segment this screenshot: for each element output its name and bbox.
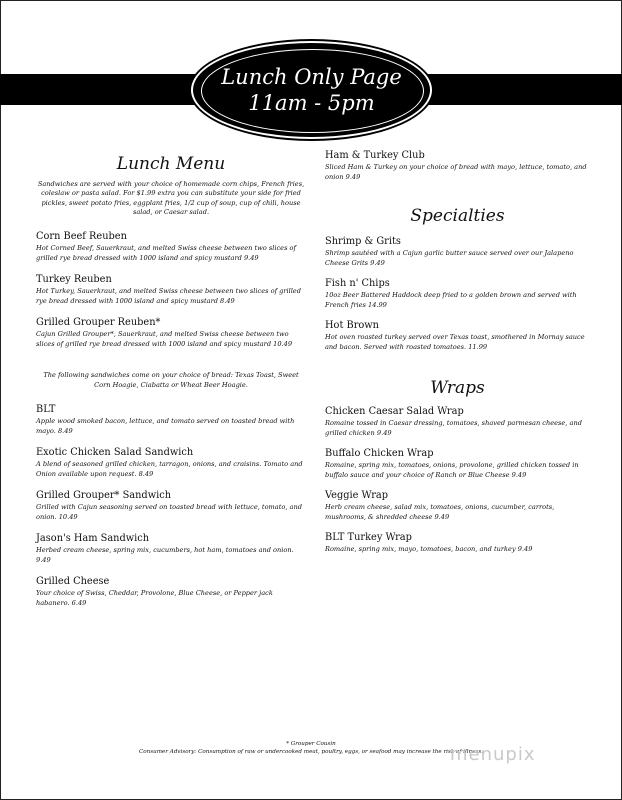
item-desc: Romaine, spring mix, tomatoes, onions, provolone, grilled chicken tossed in buffalo sauce and your choice of Ranch or Blue Cheese 9.49 [325,461,579,479]
left-column [36,154,306,608]
item-name: Grilled Cheese [36,576,110,588]
item-desc: Herbed cream cheese, spring mix, cucumbers, hot ham, tomatoes and onion. 9.49 [36,546,294,564]
watermark-logo: menupix [450,744,536,765]
item-desc: Romaine, spring mix, mayo, tomatoes, bacon, and turkey 9.49 [325,545,533,553]
page-title [193,43,430,137]
title-line-1: Lunch Only Page [221,65,402,89]
wraps-heading: Wraps [430,378,485,398]
menu-item [325,278,590,310]
item-desc: Hot oven roasted turkey served over Texas toast, smothered in Mornay sauce and bacon. Served with roasted tomatoes. 11.99 [325,333,585,351]
title-line-2: 11am - 5pm [248,91,375,115]
item-name: Shrimp & Grits [325,236,401,247]
item-desc: Romaine tossed in Caesar dressing, tomatoes, shaved parmesan cheese, and grilled chicken 9.49 [325,419,582,437]
menu-item [36,490,306,522]
item-desc: Apple wood smoked bacon, lettuce, and tomato served on toasted bread with mayo. 8.49 [36,417,295,435]
menu-item [36,447,306,479]
specialties-heading: Specialties [410,206,505,226]
menu-item [325,320,590,352]
item-name: BLT [36,404,56,416]
right-column [325,150,590,555]
consumer-advisory: Consumer Advisory: Consumption of raw or undercooked meat, poultry, eggs, or seafood may increase the risk of illness. [138,749,484,755]
item-desc: Herb cream cheese, salad mix, tomatoes, onions, cucumber, carrots, mushrooms, & shredded cheese 9.49 [325,503,555,521]
item-name: Turkey Reuben [36,274,112,286]
item-name: Veggie Wrap [325,490,388,501]
lunch-menu-heading: Lunch Menu [116,154,226,174]
item-name: Fish n' Chips [325,278,390,289]
item-desc: Your choice of Swiss, Cheddar, Provolone, Blue Cheese, or Pepper jack habanero. 6.49 [36,589,273,607]
menu-item [36,231,306,263]
menu-item [36,404,306,436]
menu-item [36,576,306,608]
item-name: Ham & Turkey Club [325,150,425,161]
item-name: Grilled Grouper Reuben* [36,317,161,329]
menu-item [325,150,590,182]
item-name: Corn Beef Reuben [36,231,127,243]
menu-item [325,406,590,438]
item-desc: Cajun Grilled Grouper*, Sauerkraut, and melted Swiss cheese between two slices of grilled rye bread dressed with 1000 island and spicy mustard 10.49 [36,330,293,348]
item-desc: 10oz Beer Battered Haddock deep fried to a golden brown and served with French fries 14.99 [325,291,577,309]
item-desc: Sliced Ham & Turkey on your choice of bread with mayo, lettuce, tomato, and onion 9.49 [325,163,587,181]
menu-item [36,317,306,349]
menu-item [36,533,306,565]
item-desc: Grilled with Cajun seasoning served on toasted bread with lettuce, tomato, and onion. 10.49 [36,503,302,521]
item-name: Jason's Ham Sandwich [36,533,150,545]
menu-item [325,448,590,480]
item-name: Hot Brown [325,320,379,331]
grouper-note: * Grouper Cousin [286,741,336,747]
item-desc: Shrimp sautéed with a Cajun garlic butter sauce served over our Jalapeno Cheese Grits 9.49 [325,249,574,267]
item-name: Chicken Caesar Salad Wrap [325,406,464,417]
menu-item [325,236,590,268]
menu-item [36,274,306,306]
bread-note: The following sandwiches come on your choice of bread: Texas Toast, Sweet Corn Hoagie, Ciabatta or Wheat Beer Hoagie. [43,371,299,389]
item-desc: A blend of seasoned grilled chicken, tarragon, onions, and craisins. Tomato and Onion available upon request. 8.49 [36,460,303,478]
lunch-menu-intro: Sandwiches are served with your choice of homemade corn chips, French fries, coleslaw or pasta salad. For $1.99 extra you can substitute your side for fried pickles, sweet potato fries, eggplant fries, 1/2 cup of soup, cup of chili, house salad, or Caesar salad. [37,180,305,216]
menu-item [325,490,590,522]
item-desc: Hot Corned Beef, Sauerkraut, and melted Swiss cheese between two slices of grilled rye bread dressed with 1000 island and spicy mustard 9.49 [36,244,296,262]
item-name: BLT Turkey Wrap [325,532,412,543]
item-name: Exotic Chicken Salad Sandwich [36,447,194,459]
menu-item [325,532,590,555]
item-name: Grilled Grouper* Sandwich [36,490,172,502]
item-desc: Hot Turkey, Sauerkraut, and melted Swiss cheese between two slices of grilled rye bread dressed with 1000 island and spicy mustard 8.49 [36,287,301,305]
item-name: Buffalo Chicken Wrap [325,448,434,459]
